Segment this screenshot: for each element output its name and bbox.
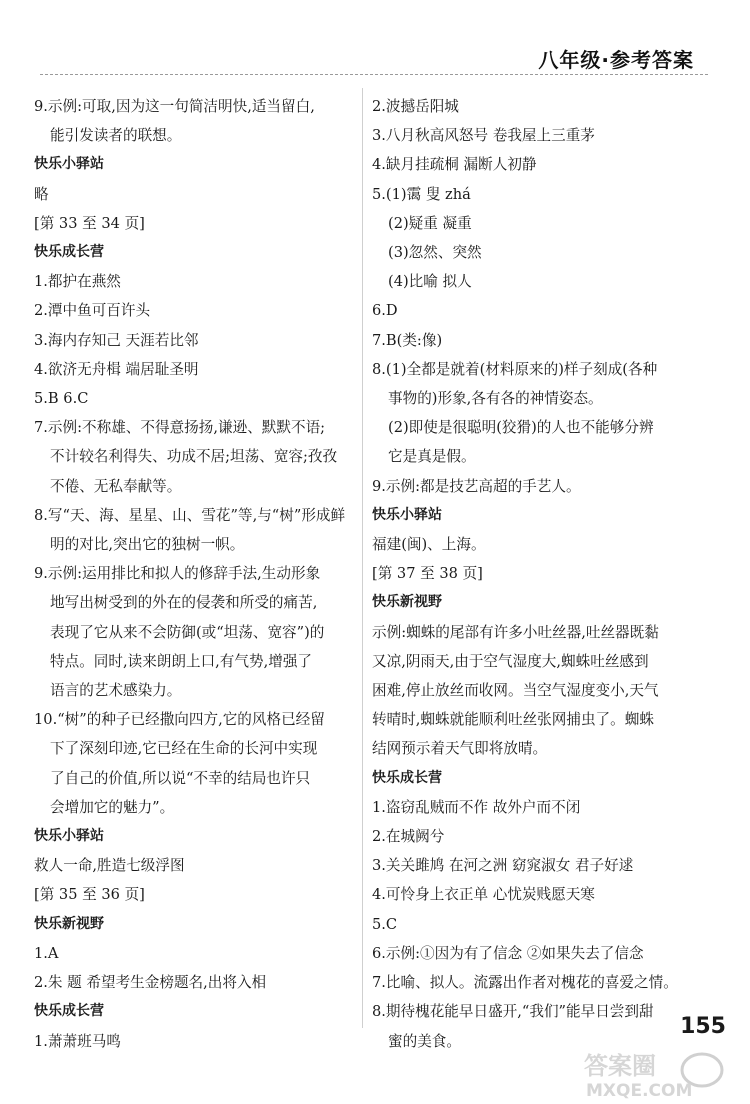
answer-line: 4.可怜身上衣正单 心忧炭贱愿天寒	[372, 886, 595, 904]
answer-line: 5.(1)霭 叟 zhá	[372, 185, 471, 203]
section-heading: 快乐成长营	[34, 244, 104, 261]
answer-line: 10.“树”的种子已经撒向四方,它的风格已经留	[34, 711, 325, 729]
answer-line: 特点。同时,读来朗朗上口,有气势,增强了	[50, 652, 313, 670]
answer-line: 能引发读者的联想。	[50, 127, 182, 145]
right-column	[372, 92, 702, 1056]
answer-line: 不计较名利得失、功成不居;坦荡、宽容;孜孜	[50, 448, 338, 466]
answer-line: 3.关关雎鸠 在河之洲 窈窕淑女 君子好逑	[372, 857, 634, 875]
answer-line: 7.B(类:像)	[372, 331, 443, 349]
answer-line: 不倦、无私奉献等。	[50, 477, 182, 495]
answer-line: 结网预示着天气即将放晴。	[372, 740, 548, 758]
answer-line: (4)比喻 拟人	[388, 273, 472, 291]
answer-line: 略	[34, 185, 49, 203]
answer-line: 2.在城阙兮	[372, 828, 445, 846]
answer-line: 它是真是假。	[388, 448, 476, 466]
answer-line: 困难,停止放丝而收网。当空气湿度变小,天气	[372, 682, 659, 700]
answer-line: 下了深刻印迹,它已经在生命的长河中实现	[50, 740, 318, 758]
answer-line: 1.都护在燕然	[34, 273, 121, 291]
answer-line: [第 33 至 34 页]	[34, 214, 145, 232]
section-heading: 快乐新视野	[34, 915, 104, 932]
answer-line: [第 37 至 38 页]	[372, 565, 483, 583]
answer-line: 地写出树受到的外在的侵袭和所受的痛苦,	[50, 594, 318, 612]
answer-line: 事物的)形象,各有各的神情姿态。	[388, 390, 603, 408]
answer-line: 救人一命,胜造七级浮图	[34, 857, 185, 875]
answer-line: 表现了它从来不会防御(或“坦荡、宽容”)的	[50, 623, 325, 641]
answer-line: 1.萧萧班马鸣	[34, 1032, 121, 1050]
answer-line: 2.朱 题 希望考生金榜题名,出将入相	[34, 974, 267, 992]
answer-line: 9.示例:可取,因为这一句简洁明快,适当留白,	[34, 98, 315, 115]
answer-line: 福建(闽)、上海。	[372, 536, 486, 554]
answer-line: 1.A	[34, 944, 59, 962]
answer-line: 5.B 6.C	[34, 390, 89, 408]
answer-line: 8.期待槐花能早日盛开,“我们”能早日尝到甜	[372, 1003, 654, 1021]
answer-line: (2)疑重 凝重	[388, 214, 472, 232]
answer-line: 2.波撼岳阳城	[372, 98, 459, 115]
answer-line: 5.C	[372, 915, 398, 933]
left-column	[34, 92, 364, 1056]
answer-line: 又凉,阴雨天,由于空气湿度大,蜘蛛吐丝感到	[372, 652, 649, 670]
answer-line: [第 35 至 36 页]	[34, 886, 145, 904]
answer-line: 语言的艺术感染力。	[50, 682, 182, 700]
answer-line: 会增加它的魅力”。	[50, 798, 175, 816]
section-heading: 快乐新视野	[372, 594, 442, 611]
answer-line: 9.示例:运用排比和拟人的修辞手法,生动形象	[34, 565, 321, 583]
watermark-top: 答案圈	[584, 1052, 656, 1080]
answer-line: 6.示例:①因为有了信念 ②如果失去了信念	[372, 944, 644, 962]
answer-line: 8.(1)全都是就着(材料原来的)样子刻成(各种	[372, 360, 658, 378]
answer-line: 7.比喻、拟人。流露出作者对槐花的喜爱之情。	[372, 974, 678, 992]
column-divider	[362, 88, 363, 1028]
answer-line: 7.示例:不称雄、不得意扬扬,谦逊、默默不语;	[34, 419, 326, 437]
answer-line: (3)忽然、突然	[388, 244, 482, 262]
answer-line: 蜜的美食。	[388, 1032, 461, 1050]
section-heading: 快乐小驿站	[34, 828, 104, 845]
answer-line: 4.缺月挂疏桐 漏断人初静	[372, 156, 537, 174]
header-divider	[40, 74, 708, 75]
answer-line: 2.潭中鱼可百许头	[34, 302, 151, 320]
answer-line: 4.欲济无舟楫 端居耻圣明	[34, 360, 199, 378]
answer-line: 9.示例:都是技艺高超的手艺人。	[372, 477, 581, 495]
answer-line: 转晴时,蜘蛛就能顺利吐丝张网捕虫了。蜘蛛	[372, 711, 654, 729]
watermark-bottom: MXQE.COM	[586, 1081, 693, 1100]
answer-line: 了自己的价值,所以说“不幸的结局也许只	[50, 769, 311, 787]
answer-line: (2)即使是很聪明(狡猾)的人也不能够分辨	[388, 419, 654, 437]
answer-line: 3.八月秋高风怒号 卷我屋上三重茅	[372, 127, 595, 145]
answer-line: 1.盗窃乱贼而不作 故外户而不闭	[372, 798, 581, 816]
page-number: 155	[680, 1014, 726, 1039]
watermark-logo	[580, 1048, 732, 1100]
section-heading: 快乐成长营	[372, 769, 442, 786]
answer-line: 明的对比,突出它的独树一帜。	[50, 536, 245, 554]
answer-line: 3.海内存知己 天涯若比邻	[34, 331, 199, 349]
section-heading: 快乐成长营	[34, 1003, 104, 1020]
section-heading: 快乐小驿站	[34, 156, 104, 173]
answer-line: 示例:蜘蛛的尾部有许多小吐丝器,吐丝器既黏	[372, 623, 659, 641]
section-heading: 快乐小驿站	[372, 506, 442, 523]
answer-line: 6.D	[372, 302, 398, 320]
page-header-title: 八年级·参考答案	[538, 48, 694, 72]
answer-line: 8.写“天、海、星星、山、雪花”等,与“树”形成鲜	[34, 506, 346, 524]
